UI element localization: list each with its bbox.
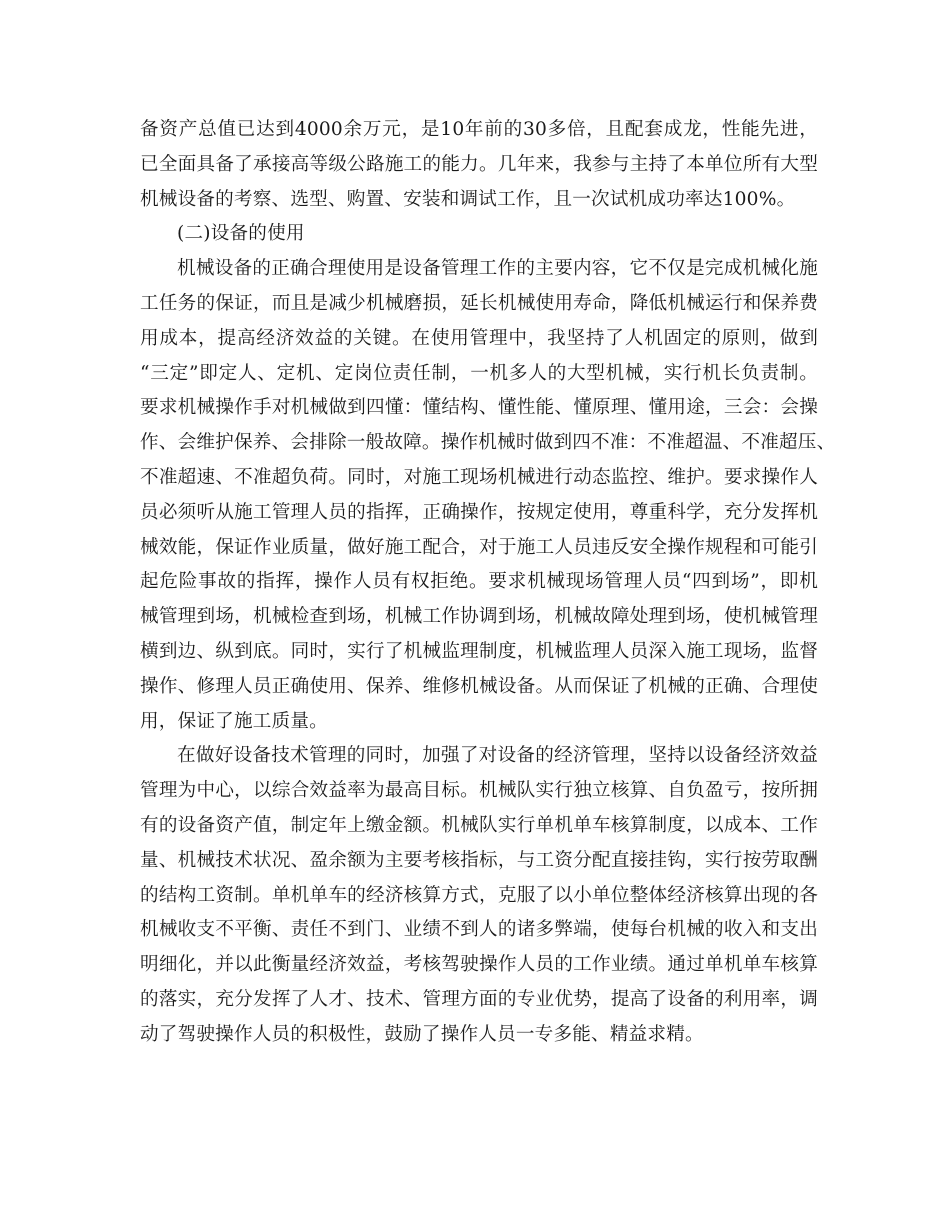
text-line: 机械收支不平衡、责任不到门、业绩不到人的诸多弊端，使每台机械的收入和支出: [140, 919, 818, 941]
text-line: 的落实，充分发挥了人才、技术、管理方面的专业优势，提高了设备的利用率，调: [140, 988, 818, 1010]
text-line: 械管理到场，机械检查到场，机械工作协调到场，机械故障处理到场，使机械管理: [140, 606, 818, 628]
text-line: 工任务的保证，而且是减少机械磨损，延长机械使用寿命，降低机械运行和保养费: [140, 292, 818, 314]
text-line: “三定”即定人、定机、定岗位责任制，一机多人的大型机械，实行机长负责制。: [140, 362, 818, 384]
text-line: 备资产总值已达到4000余万元，是10年前的30多倍，且配套成龙，性能先进，: [140, 119, 818, 140]
text-line: 有的设备资产值，制定年上缴金额。机械队实行单机单车核算制度，以成本、工作: [140, 814, 818, 836]
text-line: 械效能，保证作业质量，做好施工配合，对于施工人员违反安全操作规程和可能引: [140, 536, 818, 558]
text-line: 员必须听从施工管理人员的指挥，正确操作，按规定使用，尊重科学，充分发挥机: [140, 501, 818, 523]
text-line: 在做好设备技术管理的同时，加强了对设备的经济管理，坚持以设备经济效益: [177, 745, 818, 767]
text-line: 管理为中心，以综合效益率为最高目标。机械队实行独立核算、自负盈亏，按所拥: [140, 780, 818, 802]
text-line: 要求机械操作手对机械做到四懂：懂结构、懂性能、懂原理、懂用途，三会：会操: [140, 397, 818, 419]
text-line: 机械设备的考察、选型、购置、安装和调试工作，且一次试机成功率达100%。: [140, 188, 796, 210]
text-line: 明细化，并以此衡量经济效益，考核驾驶操作人员的工作业绩。通过单机单车核算: [140, 954, 818, 976]
body-text: [140, 113, 836, 1053]
text-line: 机械设备的正确合理使用是设备管理工作的主要内容，它不仅是完成机械化施: [177, 258, 818, 280]
text-line: 操作、修理人员正确使用、保养、维修机械设备。从而保证了机械的正确、合理使: [140, 675, 818, 697]
text-line: (二)设备的使用: [177, 223, 305, 245]
text-line: 横到边、纵到底。同时，实行了机械监理制度，机械监理人员深入施工现场，监督: [140, 640, 818, 662]
text-line: 已全面具备了承接高等级公路施工的能力。几年来，我参与主持了本单位所有大型: [140, 153, 818, 175]
text-line: 量、机械技术状况、盈余额为主要考核指标，与工资分配直接挂钩，实行按劳取酬: [140, 849, 818, 871]
text-line: 作、会维护保养、会排除一般故障。操作机械时做到四不准：不准超温、不准超压、: [140, 432, 836, 454]
text-line: 用，保证了施工质量。: [140, 710, 328, 732]
text-line: 不准超速、不准超负荷。同时，对施工现场机械进行动态监控、维护。要求操作人: [140, 466, 818, 488]
text-line: 动了驾驶操作人员的积极性，鼓励了操作人员一专多能、精益求精。: [140, 1023, 704, 1045]
text-line: 的结构工资制。单机单车的经济核算方式，克服了以小单位整体经济核算出现的各: [140, 884, 818, 906]
text-line: 用成本，提高经济效益的关键。在使用管理中，我坚持了人机固定的原则，做到: [140, 327, 818, 349]
text-line: 起危险事故的指挥，操作人员有权拒绝。要求机械现场管理人员“四到场”，即机: [140, 571, 818, 593]
